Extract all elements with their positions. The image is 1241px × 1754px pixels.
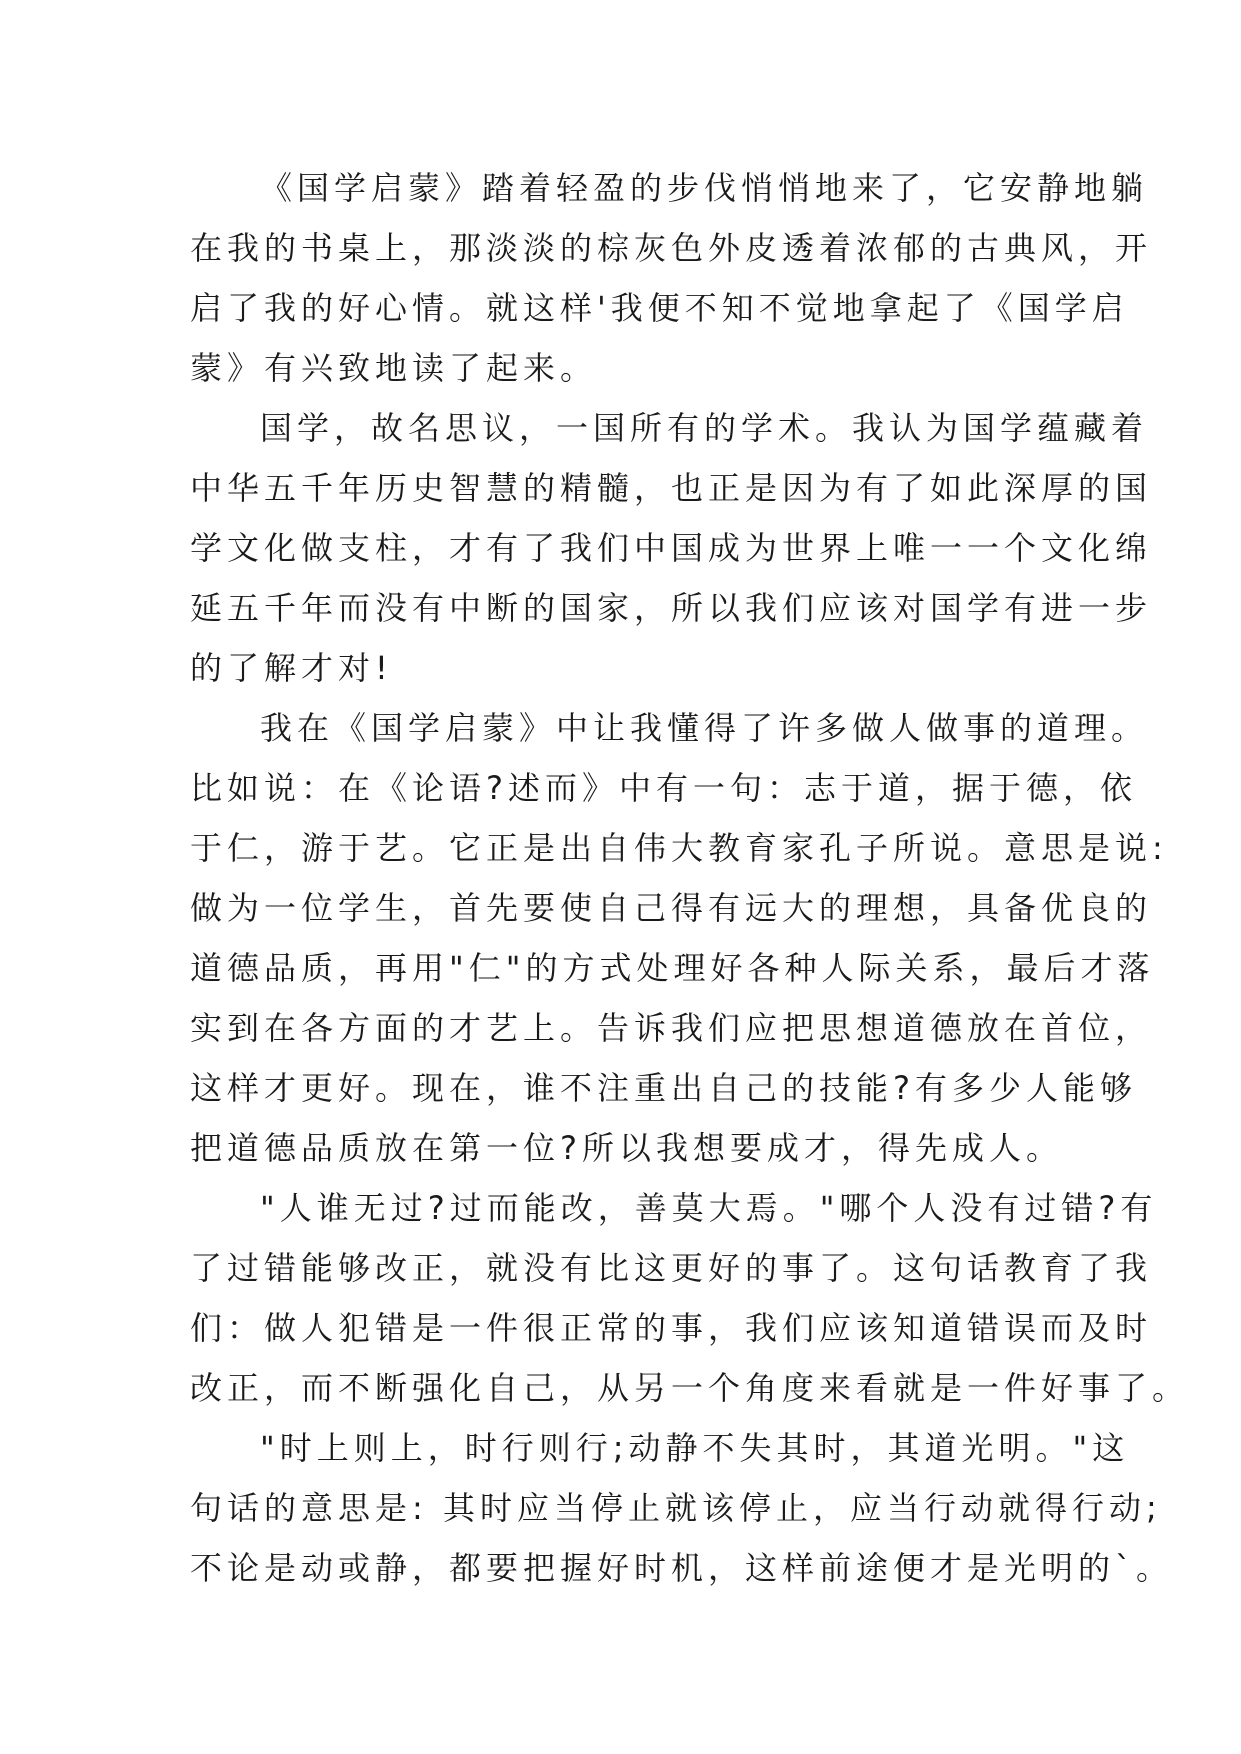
text-line: "时上则上，时行则行;动静不失其时，其道光明。"这 xyxy=(260,1429,1130,1467)
text-line: 比如说：在《论语?述而》中有一句：志于道，据于德，依 xyxy=(190,769,1137,807)
text-line: "人谁无过?过而能改，善莫大焉。"哪个人没有过错?有 xyxy=(260,1189,1158,1227)
text-line: 们：做人犯错是一件很正常的事，我们应该知道错误而及时 xyxy=(190,1309,1153,1347)
text-line: 于仁，游于艺。它正是出自伟大教育家孔子所说。意思是说: xyxy=(190,829,1168,867)
text-line: 在我的书桌上，那淡淡的棕灰色外皮透着浓郁的古典风，开 xyxy=(190,229,1153,267)
text-line: 《国学启蒙》踏着轻盈的步伐悄悄地来了，它安静地躺 xyxy=(260,169,1149,207)
text-line: 国学，故名思议，一国所有的学术。我认为国学蕴藏着 xyxy=(260,409,1149,447)
paragraph-4 xyxy=(190,1178,1190,1418)
paragraph-2 xyxy=(190,398,1153,698)
text-line: 蒙》有兴致地读了起来。 xyxy=(190,349,598,387)
text-line: 句话的意思是: 其时应当停止就该停止，应当行动就得行动; xyxy=(190,1489,1162,1527)
text-line: 把道德品质放在第一位?所以我想要成才，得先成人。 xyxy=(190,1129,1063,1167)
paragraph-5 xyxy=(190,1418,1174,1598)
text-line: 我在《国学启蒙》中让我懂得了许多做人做事的道理。 xyxy=(260,709,1149,747)
text-line: 启了我的好心情。就这样'我便不知不觉地拿起了《国学启 xyxy=(190,289,1129,327)
document-body xyxy=(190,158,1190,1598)
text-line: 延五千年而没有中断的国家，所以我们应该对国学有进一步 xyxy=(190,589,1153,627)
text-line: 不论是动或静，都要把握好时机，这样前途便才是光明的`。 xyxy=(190,1549,1174,1587)
text-line: 学文化做支柱，才有了我们中国成为世界上唯一一个文化绵 xyxy=(190,529,1153,567)
paragraph-1 xyxy=(190,158,1153,398)
text-line: 实到在各方面的才艺上。告诉我们应把思想道德放在首位， xyxy=(190,1009,1153,1047)
text-line: 了过错能够改正，就没有比这更好的事了。这句话教育了我 xyxy=(190,1249,1153,1287)
text-line: 做为一位学生，首先要使自己得有远大的理想，具备优良的 xyxy=(190,889,1153,927)
text-line: 的了解才对! xyxy=(190,649,393,687)
text-line: 道德品质，再用"仁"的方式处理好各种人际关系，最后才落 xyxy=(190,949,1155,987)
text-line: 中华五千年历史智慧的精髓，也正是因为有了如此深厚的国 xyxy=(190,469,1153,507)
text-line: 这样才更好。现在，谁不注重出自己的技能?有多少人能够 xyxy=(190,1069,1137,1107)
paragraph-3 xyxy=(190,698,1168,1178)
text-line: 改正，而不断强化自己，从另一个角度来看就是一件好事了。 xyxy=(190,1369,1190,1407)
